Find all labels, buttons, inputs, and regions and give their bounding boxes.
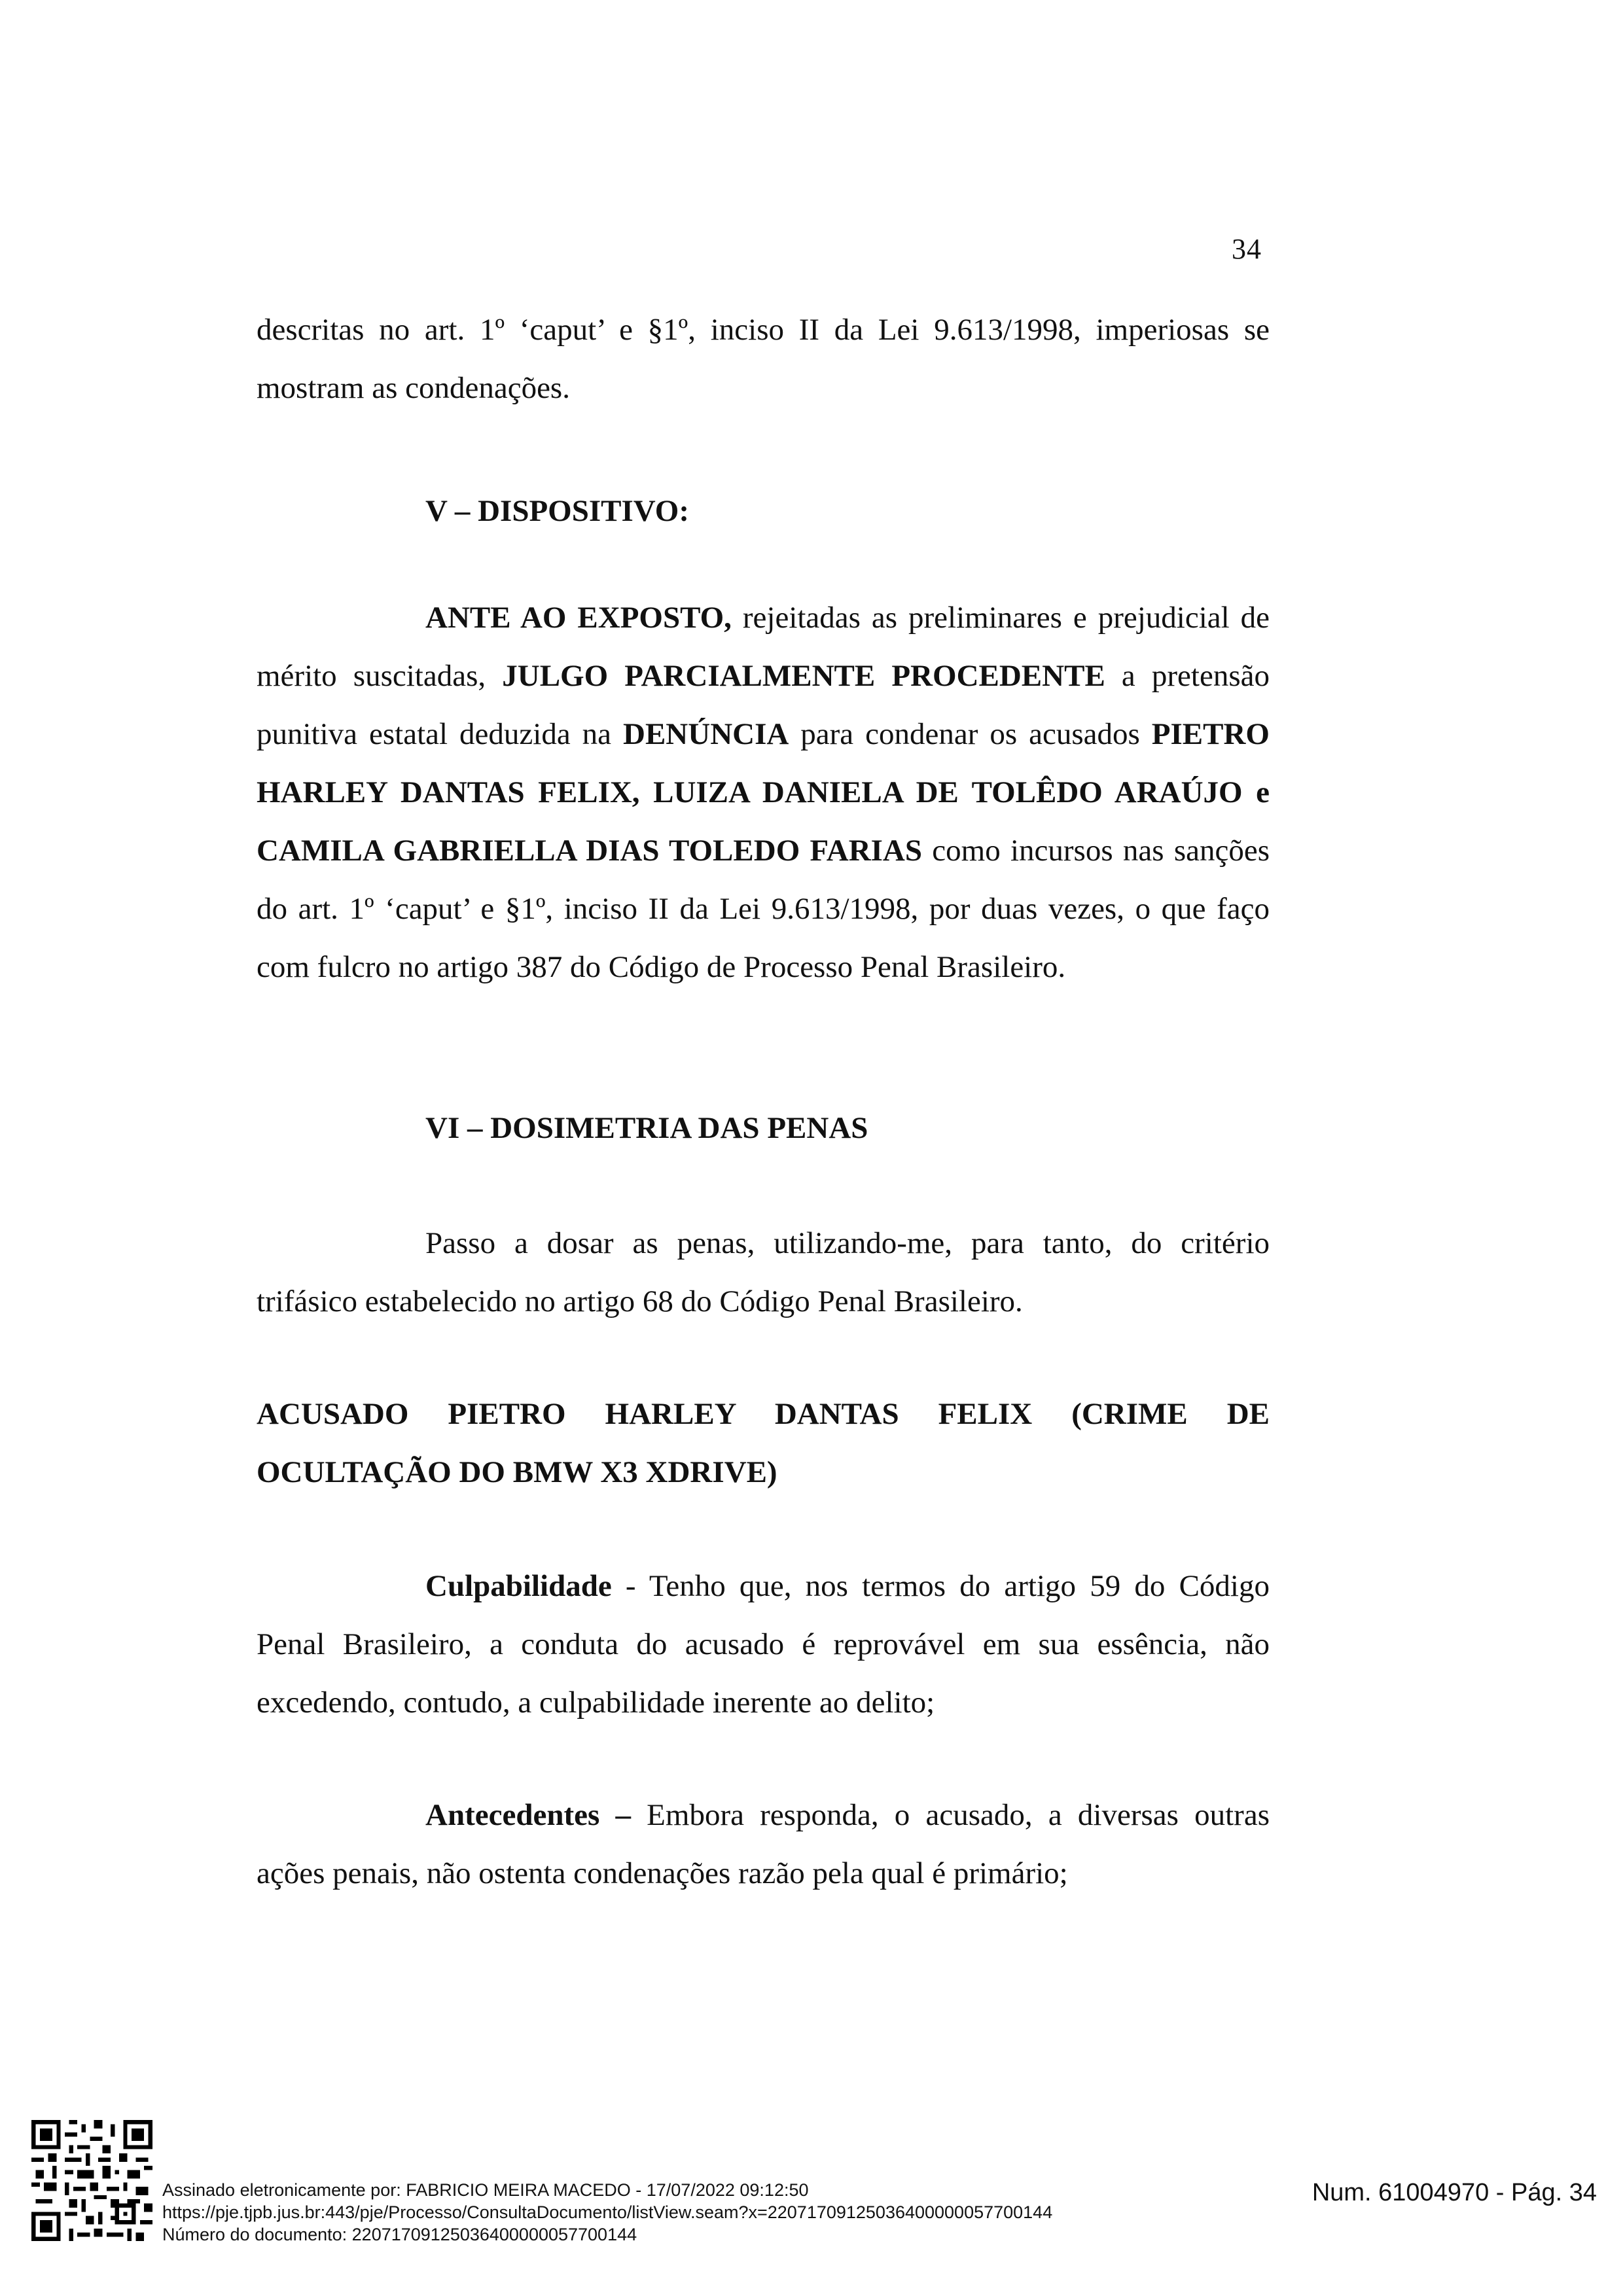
paragraph-dosimetria: Passo a dosar as penas, utilizando-me, para tanto, do critério trifásico estabelecido no artigo 68 do Código Penal Brasileiro.	[257, 1226, 1270, 1318]
paragraph-continuation: descritas no art. 1º ‘caput’ e §1º, inciso II da Lei 9.613/1998, imperiosas se mostram as condenações.	[257, 313, 1270, 405]
document-url[interactable]: https://pje.tjpb.jus.br:443/pje/Processo/ConsultaDocumento/listView.seam?x=22071709125036400000057700144	[162, 2202, 1053, 2222]
qr-code-icon	[31, 2120, 152, 2241]
section-heading-dispositivo: V – DISPOSITIVO:	[425, 494, 690, 528]
document-number: Número do documento: 22071709125036400000057700144	[162, 2225, 637, 2244]
paragraph-antecedentes: Antecedentes – Embora responda, o acusado, a diversas outras ações penais, não ostenta condenações razão pela qual é primário;	[257, 1798, 1270, 1890]
lead-ante-ao-exposto: ANTE AO EXPOSTO,	[425, 601, 732, 635]
signed-by-line: Assinado eletronicamente por: FABRICIO MEIRA MACEDO - 17/07/2022 09:12:50	[162, 2180, 809, 2200]
section-heading-dosimetria: VI – DOSIMETRIA DAS PENAS	[425, 1111, 868, 1145]
paragraph-dispositivo: ANTE AO EXPOSTO, rejeitadas as preliminares e prejudicial de mérito suscitadas, JULGO PARCIALMENTE PROCEDENTE a pretensão punitiva estatal deduzida na DENÚNCIA para condenar os acusados PIETRO HARLEY DANTAS FELIX, LUIZA DANIELA DE TOLÊDO ARAÚJO e CAMILA GABRIELLA DIAS TOLEDO FARIAS como incursos nas sanções do art. 1º ‘caput’ e §1º, inciso II da Lei 9.613/1998, por duas vezes, o que faço com fulcro no artigo 387 do Código de Processo Penal Brasileiro.	[257, 601, 1270, 984]
paragraph-culpabilidade: Culpabilidade - Tenho que, nos termos do artigo 59 do Código Penal Brasileiro, a conduta do acusado é reprovável em sua essência, não excedendo, contudo, a culpabilidade inerente ao delito;	[257, 1569, 1270, 1720]
defendant-names: PIETRO HARLEY DANTAS FELIX, LUIZA DANIELA DE TOLÊDO ARAÚJO e CAMILA GABRIELLA DIAS TOLEDO FARIAS	[257, 717, 1270, 868]
heading-acusado: ACUSADO PIETRO HARLEY DANTAS FELIX (CRIME DE OCULTAÇÃO DO BMW X3 XDRIVE)	[257, 1397, 1270, 1489]
page-number: 34	[1232, 233, 1262, 265]
page-reference: Num. 61004970 - Pág. 34	[1311, 2179, 1597, 2206]
signature-footer	[0, 2113, 1623, 2296]
